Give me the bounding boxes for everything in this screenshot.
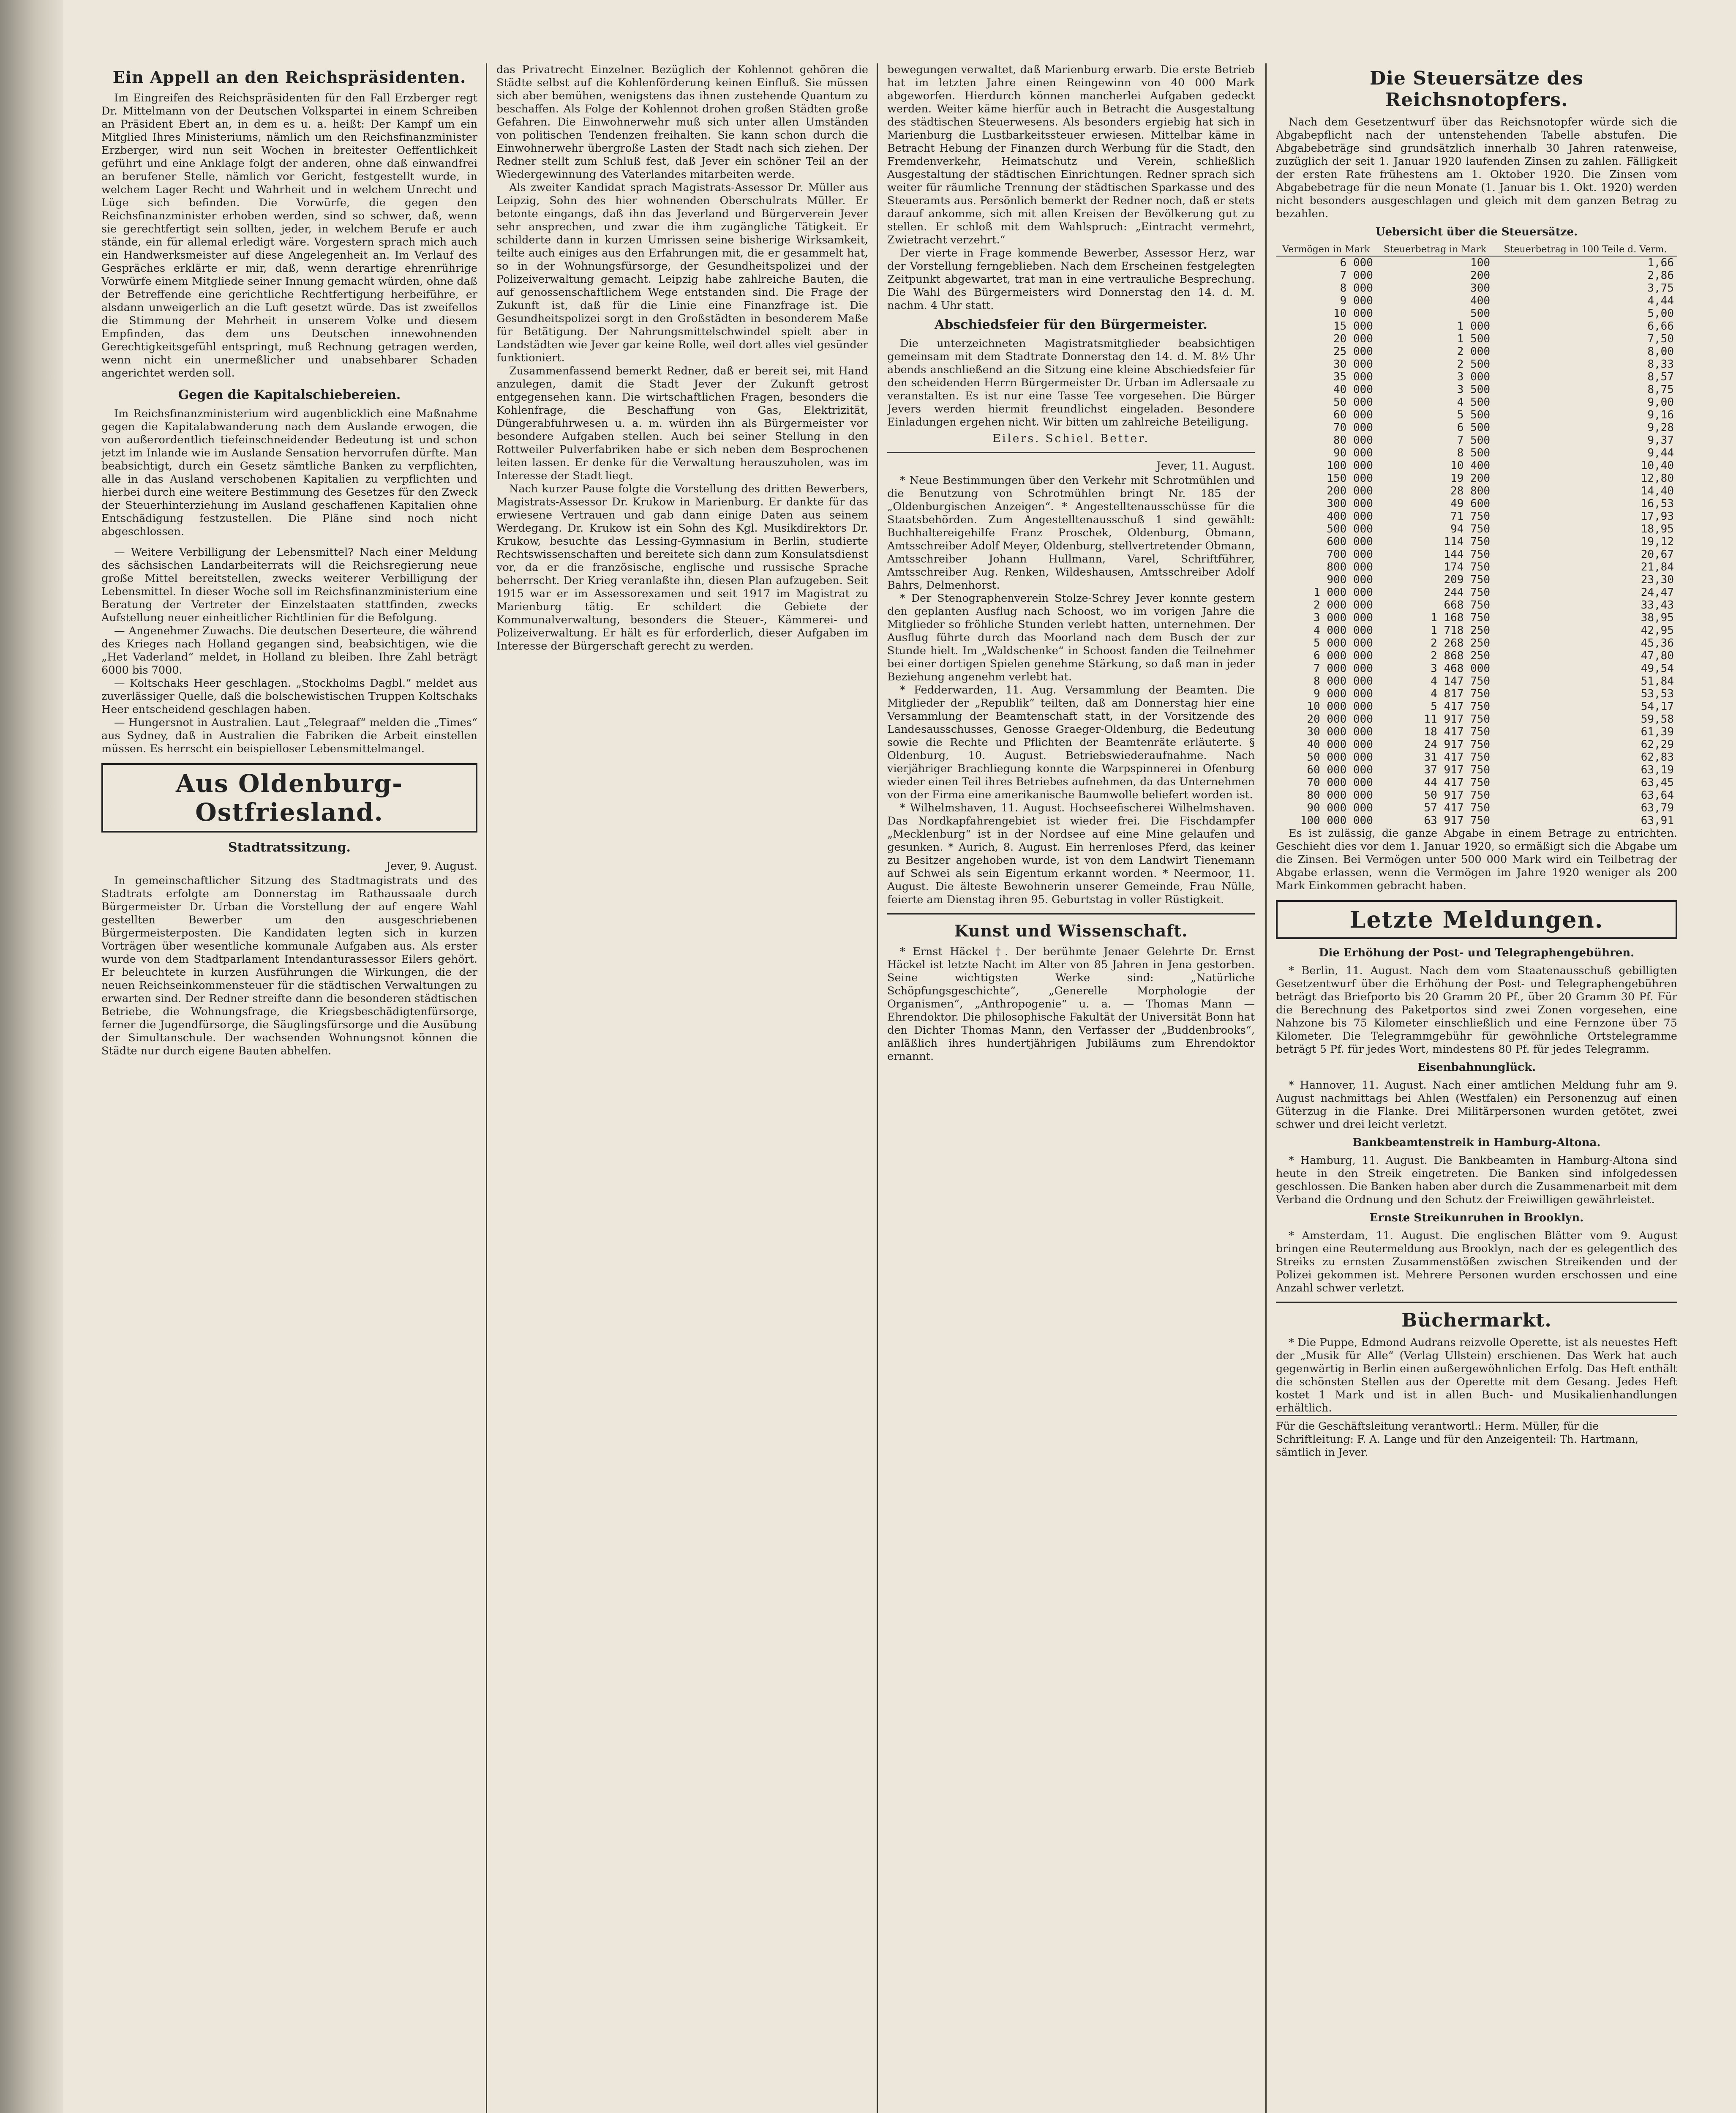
table-row: [1276, 510, 1677, 523]
article-title: Bankbeamtenstreik in Hamburg-Altona.: [1352, 1136, 1601, 1149]
table-cell: 10 400: [1450, 459, 1491, 472]
table-cell: 4 817 750: [1431, 688, 1491, 700]
table-row: [1276, 421, 1677, 434]
table-row: [1276, 776, 1677, 789]
table-cell: 24 917 750: [1424, 738, 1491, 751]
table-cell: 400: [1470, 295, 1491, 307]
table-row: [1276, 282, 1677, 295]
news-item: — Weitere Verbilligung der Lebensmittel? Nach einer Meldung des sächsischen Landarbeiterrats will die Reichsregierung neue große Mittel bereitstellen, zwecks weiterer Verbilligung der Lebensmittel. In dieser Woche soll im Reichsfinanzministerium eine Beratung der Vertreter der Einzelstaaten stattfinden, zwecks Aufstellung neuer einheitlicher Richtlinien für die Befolgung.: [101, 546, 477, 624]
column-2: [496, 63, 868, 2113]
table-cell: 15 000: [1333, 320, 1373, 333]
column-4: [1276, 63, 1677, 2113]
table-cell: 7 500: [1457, 434, 1491, 447]
table-cell: 5,00: [1647, 307, 1674, 320]
column-1: [101, 63, 477, 2113]
table-row: [1276, 662, 1677, 675]
article-body: Nach kurzer Pause folgte die Vorstellung des dritten Bewerbers, Magistrats-Assessor Dr. Krukow in Marienburg. Er dankte für das erwiesene Vertrauen und gab dann einige Daten aus seinem Werdegang. Dr. Krukow ist ein Sohn des Kgl. Musikdirektors Dr. Krukow, besuchte das Lessing-Gymnasium in Berlin, studierte Rechtswissenschaften und bereitete sich dann zum Konsulatsdienst vor, da er die französische, englische und russische Sprache beherrscht. Der Krieg veranlaßte ihn, diesen Plan aufzugeben. Seit 1915 war er im Assessorexamen und seit 1917 im Magistrat zu Marienburg tätig. Er schildert die Gebiete der Kommunalverwaltung, besonders die Steuer-, Kämmerei- und Polizeiverwaltung. Er hält es für erforderlich, dieser Aufgaben im Interesse der Bürgerschaft gerecht zu werden.: [496, 483, 868, 652]
table-cell: 7,50: [1647, 333, 1674, 345]
table-cell: 50 917 750: [1424, 789, 1491, 802]
table-cell: 53,53: [1641, 688, 1674, 700]
table-cell: 2 268 250: [1431, 637, 1491, 650]
table-row: [1276, 561, 1677, 573]
table-cell: 49,54: [1641, 662, 1674, 675]
table-row: [1276, 814, 1677, 827]
table-cell: 70 000: [1333, 421, 1373, 434]
table-row: [1276, 523, 1677, 535]
article-stadtratssitzung: [101, 840, 477, 1058]
table-cell: 3,75: [1647, 282, 1674, 295]
table-cell: 25 000: [1333, 345, 1373, 358]
table-cell: 45,36: [1641, 637, 1674, 650]
table-row: [1276, 307, 1677, 320]
table-row: [1276, 802, 1677, 814]
table-cell: 50 000: [1333, 396, 1373, 409]
table-cell: 1 718 250: [1431, 624, 1491, 637]
table-cell: 57 417 750: [1424, 802, 1491, 814]
table-row: [1276, 637, 1677, 650]
table-row: [1276, 713, 1677, 726]
table-row: [1276, 700, 1677, 713]
table-cell: 37 917 750: [1424, 764, 1491, 776]
table-cell: 60 000 000: [1307, 764, 1373, 776]
table-cell: 3 500: [1457, 383, 1491, 396]
table-cell: 244 750: [1444, 586, 1491, 599]
table-cell: 8,33: [1647, 358, 1674, 371]
table-cell: 19 200: [1450, 472, 1491, 485]
section-header-box: [1276, 900, 1677, 939]
table-cell: 2,86: [1647, 269, 1674, 282]
table-cell: 62,83: [1641, 751, 1674, 764]
table-row: [1276, 612, 1677, 624]
table-cell: 500: [1470, 307, 1491, 320]
table-row: [1276, 434, 1677, 447]
table-cell: 62,29: [1641, 738, 1674, 751]
column-rule: [486, 63, 487, 2113]
article-body: Es ist zulässig, die ganze Abgabe in einem Betrage zu entrichten. Geschieht dies vor dem 1. Januar 1920, so ermäßigt sich die Abgabe um die Zinsen. Bei Vermögen unter 500 000 Mark wird ein Teilbetrag der Abgabe erlassen, wenn die Vermögen im Jahre 1920 weniger als 200 Mark Einkommen gebracht haben.: [1276, 827, 1677, 892]
table-cell: 71 750: [1450, 510, 1491, 523]
table-row: [1276, 447, 1677, 459]
table-cell: 7 000: [1340, 269, 1373, 282]
section-title: Letzte Meldungen.: [1349, 906, 1604, 933]
table-row: [1276, 269, 1677, 282]
table-cell: 3 468 000: [1431, 662, 1491, 675]
news-item: * Der Stenographenverein Stolze-Schrey Jever konnte gestern den geplanten Ausflug nach Schoost, wo im vorigen Jahre die Mitglieder so fröhliche Stunden verlebt hatten, unternehmen. Der Ausflug führte durch das Moorland nach dem Busch der zur Stunde hielt. Im „Waldschenke“ in Schoost fanden die Teilnehmer bei einer dortigen Spielen genehme Stärkung, so daß man in jeder Beziehung angenehm verlebt hat.: [887, 592, 1255, 683]
table-cell: 63,79: [1641, 802, 1674, 814]
table-cell: 50 000 000: [1307, 751, 1373, 764]
table-row: [1276, 751, 1677, 764]
table-row: [1276, 573, 1677, 586]
section-title: Kunst und Wissenschaft.: [954, 921, 1188, 940]
table-cell: 5 417 750: [1431, 700, 1491, 713]
table-cell: 6 000 000: [1314, 650, 1373, 662]
table-cell: 9,00: [1647, 396, 1674, 409]
table-row: [1276, 383, 1677, 396]
table-cell: 18,95: [1641, 523, 1674, 535]
table-row: [1276, 472, 1677, 485]
article-body: Nach dem Gesetzentwurf über das Reichsnotopfer würde sich die Abgabepflicht nach der untenstehenden Tabelle abstufen. Die Abgabebeträge sind grundsätzlich innerhalb 30 Jahren ratenweise, zuzüglich der seit 1. Januar 1920 laufenden Zinsen zu zahlen. Fälligkeit der ersten Rate frühestens am 1. Oktober 1920. Die Zinsen vom Abgabebetrage für die neun Monate (1. Januar bis 1. Okt. 1920) werden nicht besonders ausgeschlagen und gleich mit dem ganzen Betrag zu bezahlen.: [1276, 116, 1677, 220]
article-title: Die Erhöhung der Post- und Telegraphengebühren.: [1319, 947, 1635, 959]
table-row: [1276, 624, 1677, 637]
table-cell: 200: [1470, 269, 1491, 282]
table-row: [1276, 586, 1677, 599]
table-row: [1276, 320, 1677, 333]
table-cell: 61,39: [1641, 726, 1674, 738]
table-cell: 44 417 750: [1424, 776, 1491, 789]
imprint: Für die Geschäftsleitung verantwortl.: Herm. Müller, für die Schriftleitung: F. A. Lange und für den Anzeigenteil: Th. Hartmann, sämtlich in Jever.: [1276, 1415, 1677, 1459]
news-item: * Hamburg, 11. August. Die Bankbeamten in Hamburg-Altona sind heute in den Streik eingetreten. Die Banken sind infolgedessen geschlossen. Die Banken haben aber durch die Zusammenarbeit mit dem Verband die Ordnung und den Schutz der Freiwilligen gewährleistet.: [1276, 1154, 1677, 1206]
signatories: Eilers. Schiel. Better.: [992, 432, 1150, 445]
table-cell: 49 600: [1450, 497, 1491, 510]
article-appell: [101, 68, 477, 380]
divider: [887, 452, 1255, 453]
table-cell: 23,30: [1641, 573, 1674, 586]
table-cell: 100 000 000: [1300, 814, 1373, 827]
article-body: Im Reichsfinanzministerium wird augenblicklich eine Maßnahme gegen die Kapitalabwanderung nach dem Auslande erwogen, die von außerordentlich tiefeinschneidender Bedeutung ist und schon jetzt im Inlande wie im Auslande Sensation hervorrufen dürfte. Man beabsichtigt, durch ein Gesetz sämtliche Banken zu verpflichten, alle in das Ausland verschobenen Kapitalien zu verpflichten und hierbei durch eine weitere Bestimmung des Gesetzes für den Zweck der Steuerhinterziehung im Ausland geschaffenen Kapitalien ohne Entschädigung festzustellen. Die Pläne sind noch nicht abgeschlossen.: [101, 407, 477, 538]
news-item: * Amsterdam, 11. August. Die englischen Blätter vom 9. August bringen eine Reutermeldung aus Brooklyn, nach der es gelegentlich des Streiks zu ernsten Zusammenstößen zwischen Streikenden und der Polizei gekommen ist. Mehrere Personen wurden erschossen und eine Anzahl schwer verletzt.: [1276, 1229, 1677, 1294]
dateline: Jever, 9. August.: [386, 860, 477, 873]
table-row: [1276, 726, 1677, 738]
table-cell: 300: [1470, 282, 1491, 295]
table-cell: 38,95: [1641, 612, 1674, 624]
table-cell: 114 750: [1444, 535, 1491, 548]
table-cell: 1 168 750: [1431, 612, 1491, 624]
table-cell: 9,16: [1647, 409, 1674, 421]
table-cell: 3 000: [1457, 371, 1491, 383]
table-row: [1276, 459, 1677, 472]
table-row: [1276, 650, 1677, 662]
table-cell: 90 000: [1333, 447, 1373, 459]
table-cell: 900 000: [1327, 573, 1373, 586]
table-cell: 144 750: [1444, 548, 1491, 561]
table-cell: 54,17: [1641, 700, 1674, 713]
article-title: Eisenbahnunglück.: [1417, 1061, 1536, 1074]
table-cell: 60 000: [1333, 409, 1373, 421]
article-title: Ein Appell an den Reichspräsidenten.: [112, 68, 466, 87]
table-cell: 150 000: [1327, 472, 1373, 485]
table-cell: 63 917 750: [1424, 814, 1491, 827]
table-cell: 2 000: [1457, 345, 1491, 358]
table-cell: 1,66: [1647, 257, 1674, 269]
news-item: — Angenehmer Zuwachs. Die deutschen Deserteure, die während des Krieges nach Holland gegangen sind, beabsichtigen, wie die „Het Vaderland“ meldet, in Holland zu bleiben. Ihre Zahl beträgt 6000 bis 7000.: [101, 625, 477, 677]
table-cell: 100: [1470, 257, 1491, 269]
table-row: [1276, 535, 1677, 548]
table-cell: 4 147 750: [1431, 675, 1491, 688]
column-3: [887, 63, 1255, 2113]
table-cell: 1 500: [1457, 333, 1491, 345]
table-cell: 30 000 000: [1307, 726, 1373, 738]
table-cell: 8,00: [1647, 345, 1674, 358]
table-cell: 18 417 750: [1424, 726, 1491, 738]
table-cell: 10 000: [1333, 307, 1373, 320]
table-cell: 300 000: [1327, 497, 1373, 510]
table-cell: 80 000 000: [1307, 789, 1373, 802]
article-body: Zusammenfassend bemerkt Redner, daß er bereit sei, mit Hand anzulegen, damit die Stadt Jever der Zukunft getrost entgegensehen kann. Die wirtschaftlichen Fragen, besonders die Kohlenfrage, die Beschaffung von Gas, Elektrizität, Düngerabfuhrwesen u. a. m. würden ihn als Bürgermeister vor besondere Aufgaben stellen. Auch bei seiner Stellung in den Rottweiler Pulverfabriken habe er sich neben dem Besprochenen leiten lassen. Er denke für die Verwaltung herauszuholen, was im Interesse der Stadt liegt.: [496, 365, 868, 482]
divider: [887, 913, 1255, 915]
table-header: Steuerbetrag in 100 Teile d. Verm.: [1493, 243, 1677, 256]
table-row: [1276, 688, 1677, 700]
table-cell: 20 000: [1333, 333, 1373, 345]
table-cell: 20 000 000: [1307, 713, 1373, 726]
table-cell: 59,58: [1641, 713, 1674, 726]
table-row: [1276, 371, 1677, 383]
article-body: Als zweiter Kandidat sprach Magistrats-Assessor Dr. Müller aus Leipzig, Sohn des hier wohnenden Oberschulrats Müller. Er betonte eingangs, daß ihn das Jeverland und Bürgerverein Jever sehr ansprechen, und zwar die ihm zugängliche Tätigkeit. Er schilderte dann in kurzen Umrissen seine bisherige Wirksamkeit, teilte auch einiges aus den Erfahrungen mit, die er gesammelt hat, so in der Wohnungsfürsorge, der Gesundheitspolizei und der Polizeiverwaltung gemacht. Leipzig habe zahlreiche Bauten, die auf genossenschaftlichem Wege entstanden sind. Die Frage der Zukunft ist, daß für die Linie eine Finanzfrage ist. Die Gesundheitspolizei sorgt in den Großstädten in besonderem Maße für Betätigung. Der Nahrungsmittelschwindel spielt aber in Landstädten wie Jever gar keine Rolle, weil dort alles viel gesünder funktioniert.: [496, 181, 868, 364]
article-body: * Ernst Häckel †. Der berühmte Jenaer Gelehrte Dr. Ernst Häckel ist letzte Nacht im Alter von 85 Jahren in Jena gestorben. Seine wichtigsten Werke sind: „Natürliche Schöpfungsgeschichte“, „Generelle Morphologie der Organismen“, „Anthropogenie“ u. a. — Thomas Mann — Ehrendoktor. Die philosophische Fakultät der Universität Bonn hat den Dichter Thomas Mann, den Verfasser der „Buddenbrooks“, anläßlich ihres hundertjährigen Jubiläums zum Ehrendoktor ernannt.: [887, 945, 1255, 1063]
table-cell: 5 500: [1457, 409, 1491, 421]
table-cell: 6,66: [1647, 320, 1674, 333]
table-cell: 9 000 000: [1314, 688, 1373, 700]
table-row: [1276, 345, 1677, 358]
table-cell: 28 800: [1450, 485, 1491, 497]
news-item: * Wilhelmshaven, 11. August. Hochseefischerei Wilhelmshaven. Das Nordkapfahrengebiet ist wieder frei. Die Fischdampfer „Mecklenburg“ ist in der Nordsee auf eine Mine gelaufen und gesunken. * Aurich, 8. August. Ein herrenloses Pferd, das keiner zu Besitzer angehoben wurde, ist von dem Landwirt Tienemann auf Schwei als sein Eigentum erkannt worden. * Neermoor, 11. August. Die älteste Bewohnerin unserer Gemeinde, Frau Nülle, feierte am Dienstag ihren 95. Geburtstag in voller Rüstigkeit.: [887, 802, 1255, 906]
table-cell: 600 000: [1327, 535, 1373, 548]
binding-gutter: [0, 0, 63, 2113]
table-cell: 1 000 000: [1314, 586, 1373, 599]
table-header: Vermögen in Mark: [1276, 243, 1376, 256]
table-cell: 174 750: [1444, 561, 1491, 573]
article-body: das Privatrecht Einzelner. Bezüglich der Kohlennot gehören die Städte selbst auf die Kohlenförderung keinen Einfluß. Sie müssen sich aber bemühen, wenigstens das ihnen zustehende Quantum zu beschaffen. Als Folge der Kohlennot drohen großen Städten große Gefahren. Die Einwohnerwehr muß sich unter allen Umständen von politischen Tendenzen freihalten. Sie kann schon durch die Einwohnerwehr übergroße Lasten der Stadt nach sich ziehen. Der Redner stellt zum Schluß fest, daß Jever ein schöner Teil an der Wiedergewinnung des Vaterlandes mitarbeiten werde.: [496, 63, 868, 181]
table-header: Steuerbetrag in Mark: [1376, 243, 1493, 256]
section-header-box: [101, 763, 477, 833]
table-cell: 63,45: [1641, 776, 1674, 789]
table-cell: 4,44: [1647, 295, 1674, 307]
column-rule: [1265, 63, 1267, 2113]
table-cell: 21,84: [1641, 561, 1674, 573]
divider: [1276, 1302, 1677, 1303]
table-header-row: [1276, 243, 1677, 256]
table-cell: 8,75: [1647, 383, 1674, 396]
table-cell: 17,93: [1641, 510, 1674, 523]
table-cell: 35 000: [1333, 371, 1373, 383]
article-body: * Die Puppe, Edmond Audrans reizvolle Operette, ist als neuestes Heft der „Musik für Alle“ (Verlag Ullstein) erschienen. Das Werk hat auch gegenwärtig in Berlin einen außergewöhnlichen Erfolg. Das Heft enthält die schönsten Stellen aus der Operette mit dem Gesang. Jedes Heft kostet 1 Mark und ist in allen Buch- und Musikalienhandlungen erhältlich.: [1276, 1336, 1677, 1414]
table-cell: 33,43: [1641, 599, 1674, 612]
dateline: Jever, 11. August.: [1156, 460, 1255, 472]
article-kapitalschiebung: [101, 388, 477, 538]
table-title: Uebersicht über die Steuersätze.: [1375, 226, 1578, 238]
table-cell: 47,80: [1641, 650, 1674, 662]
table-cell: 11 917 750: [1424, 713, 1491, 726]
table-row: [1276, 409, 1677, 421]
table-cell: 10 000 000: [1307, 700, 1373, 713]
table-cell: 8 000 000: [1314, 675, 1373, 688]
article-title: Abschiedsfeier für den Bürgermeister.: [935, 317, 1207, 332]
article-body: bewegungen verwaltet, daß Marienburg erwarb. Die erste Betrieb hat im letzten Jahre einen Reingewinn von 40 000 Mark abgeworfen. Hierdurch können mancherlei Aufgaben gedeckt werden. Weiter käme hierfür auch in Betracht die Ausgestaltung des städtischen Steuerwesens. Als besonders ergiebig hat sich in Marienburg die Lustbarkeitssteuer erwiesen. Mittelbar käme in Betracht Hebung der Finanzen durch Werbung für die Stadt, den Fremdenverkehr, Heimatschutz und Verein, schließlich Ausgestaltung der städtischen Einrichtungen. Redner sprach sich weiter für räumliche Trennung der städtischen Sparkasse und des Steueramts aus. Persönlich bemerkt der Redner noch, daß er stets darauf ankomme, sich mit allen Kreisen der Bevölkerung gut zu stellen. Er schloß mit dem Wahlspruch: „Eintracht vermehrt, Zwietracht verzehrt.“: [887, 63, 1255, 246]
table-cell: 2 500: [1457, 358, 1491, 371]
table-cell: 80 000: [1333, 434, 1373, 447]
table-cell: 40 000 000: [1307, 738, 1373, 751]
table-cell: 63,64: [1641, 789, 1674, 802]
table-row: [1276, 358, 1677, 371]
table-row: [1276, 548, 1677, 561]
table-cell: 31 417 750: [1424, 751, 1491, 764]
table-row: [1276, 738, 1677, 751]
table-cell: 51,84: [1641, 675, 1674, 688]
table-cell: 2 000 000: [1314, 599, 1373, 612]
table-cell: 24,47: [1641, 586, 1674, 599]
table-row: [1276, 256, 1677, 269]
table-cell: 10,40: [1641, 459, 1674, 472]
table-cell: 5 000 000: [1314, 637, 1373, 650]
article-title: Die Steuersätze des Reichsnotopfers.: [1370, 68, 1583, 111]
article-title: Gegen die Kapitalschiebereien.: [178, 388, 401, 402]
table-cell: 9,28: [1647, 421, 1674, 434]
table-cell: 700 000: [1327, 548, 1373, 561]
table-cell: 6 000: [1340, 257, 1373, 269]
table-cell: 4 000 000: [1314, 624, 1373, 637]
news-item: * Hannover, 11. August. Nach einer amtlichen Meldung fuhr am 9. August nachmittags bei Ahlen (Westfalen) ein Personenzug auf einen Güterzug in die Flanke. Drei Militärpersonen wurden getötet, zwei schwer und drei leicht verletzt.: [1276, 1079, 1677, 1131]
table-cell: 7 000 000: [1314, 662, 1373, 675]
table-cell: 6 500: [1457, 421, 1491, 434]
section-title: Büchermarkt.: [1401, 1310, 1552, 1331]
table-cell: 668 750: [1444, 599, 1491, 612]
table-cell: 209 750: [1444, 573, 1491, 586]
article-body: Die unterzeichneten Magistratsmitglieder beabsichtigen gemeinsam mit dem Stadtrate Donnerstag den 14. d. M. 8½ Uhr abends anschließend an die Sitzung eine kleine Abschiedsfeier für den scheidenden Herrn Bürgermeister Dr. Urban im Adlersaale zu veranstalten. Es ist nur eine Tasse Tee vorgesehen. Die Bürger Jevers werden hiermit freundlichst eingeladen. Besondere Einladungen ergehen nicht. Wir bitten um zahlreiche Beteiligung.: [887, 337, 1255, 429]
table-cell: 1 000: [1457, 320, 1491, 333]
table-row: [1276, 789, 1677, 802]
table-cell: 8,57: [1647, 371, 1674, 383]
table-cell: 70 000 000: [1307, 776, 1373, 789]
article-body: In gemeinschaftlicher Sitzung des Stadtmagistrats und des Stadtrats erfolgte am Donnerstag im Rathaussaale durch Bürgermeister Dr. Urban die Vorstellung der auf engere Wahl gestellten Bewerber um den ausgeschriebenen Bürgermeisterposten. Die Kandidaten legten sich in kurzen Vorträgen über wesentliche kommunale Aufgaben aus. Als erster wurde von dem Stadtparlament Intendanturassessor Eilers gehört. Er beleuchtete in kurzen Ausführungen die Wirkungen, die der neuen Reichseinkommensteuer für die städtischen Verwaltungen zu erwarten sind. Der Redner streifte dann die besonderen städtischen Betriebe, die Wohnungsfrage, die Kriegsbeschädigtenfürsorge, ferner die Jugendfürsorge, die Säuglingsfürsorge und die Ausübung der Simultanschule. Der wachsenden Wohnungsnot können die Städte nur durch eigene Bauten abhelfen.: [101, 874, 477, 1057]
column-rule: [877, 63, 878, 2113]
table-cell: 42,95: [1641, 624, 1674, 637]
table-cell: 40 000: [1333, 383, 1373, 396]
table-cell: 63,19: [1641, 764, 1674, 776]
news-item: * Neue Bestimmungen über den Verkehr mit Schrotmühlen und die Benutzung von Schrotmühlen bringt Nr. 185 der „Oldenburgischen Anzeigen“. * Angestelltenausschüsse für die Staatsbehörden. Zum Angestelltenausschuß 1 sind gewählt: Buchhaltereigehilfe Franz Proschek, Oldenburg, Obmann, Amtsschreiber Adolf Meyer, Oldenburg, stellvertretender Obmann, Amtsschreiber Johann Hullmann, Varel, Schriftführer, Amtsschreiber Aug. Renken, Wildeshausen, Amtsschreiber Adolf Bahrs, Delmenhorst.: [887, 474, 1255, 592]
table-row: [1276, 599, 1677, 612]
table-row: [1276, 333, 1677, 345]
table-cell: 12,80: [1641, 472, 1674, 485]
table-cell: 30 000: [1333, 358, 1373, 371]
table-row: [1276, 764, 1677, 776]
table-cell: 19,12: [1641, 535, 1674, 548]
table-row: [1276, 396, 1677, 409]
table-cell: 4 500: [1457, 396, 1491, 409]
news-item: — Koltschaks Heer geschlagen. „Stockholms Dagbl.“ meldet aus zuverlässiger Quelle, daß die bolschewistischen Truppen Koltschaks Heer entscheidend geschlagen haben.: [101, 677, 477, 716]
table-cell: 500 000: [1327, 523, 1373, 535]
table-cell: 200 000: [1327, 485, 1373, 497]
news-item: — Hungersnot in Australien. Laut „Telegraaf“ melden die „Times“ aus Sydney, daß in Australien die Fabriken die Arbeit einstellen müssen. Es herrscht ein beispielloser Lebensmittelmangel.: [101, 716, 477, 755]
table-row: [1276, 485, 1677, 497]
table-cell: 9,44: [1647, 447, 1674, 459]
table-cell: 16,53: [1641, 497, 1674, 510]
table-row: [1276, 675, 1677, 688]
table-cell: 3 000 000: [1314, 612, 1373, 624]
table-cell: 2 868 250: [1431, 650, 1491, 662]
table-cell: 9,37: [1647, 434, 1674, 447]
table-row: [1276, 497, 1677, 510]
table-cell: 94 750: [1450, 523, 1491, 535]
section-title: Aus Oldenburg-Ostfriesland.: [175, 769, 403, 827]
table-cell: 800 000: [1327, 561, 1373, 573]
table-cell: 8 500: [1457, 447, 1491, 459]
table-row: [1276, 295, 1677, 307]
table-cell: 20,67: [1641, 548, 1674, 561]
table-cell: 8 000: [1340, 282, 1373, 295]
table-cell: 90 000 000: [1307, 802, 1373, 814]
table-cell: 9 000: [1340, 295, 1373, 307]
news-item: * Fedderwarden, 11. Aug. Versammlung der Beamten. Die Mitglieder der „Republik“ teilten, daß am Donnerstag hier eine Versammlung der Beamtenschaft statt, in der Vorsitzende des Landesausschusses, Genosse Graeger-Oldenburg, die Bedeutung sowie die Rechte und Pflichten der Beamtenräte erläuterte. § Oldenburg, 10. August. Betriebswiederaufnahme. Nach vierjähriger Brachliegung konnte die Warpspinnerei in Ofenburg wieder einen Teil ihres Betriebes aufnehmen, da das Unternehmen von der Firma eine amerikanische Baumwolle beliefert worden ist.: [887, 684, 1255, 801]
article-title: Stadtratssitzung.: [228, 840, 351, 855]
tax-table: [1276, 243, 1677, 827]
news-item: * Berlin, 11. August. Nach dem vom Staatenausschuß gebilligten Gesetzentwurf über die Erhöhung der Post- und Telegraphengebühren beträgt das Briefporto bis 20 Gramm 20 Pf., über 20 Gramm 30 Pf. Für die Berechnung des Paketportos sind zwei Zonen vorgesehen, eine Nahzone bis 75 Kilometer einschließlich und eine Fernzone über 75 Kilometer. Die Telegrammgebühr für gewöhnliche Ortstelegramme beträgt 5 Pf. für jedes Wort, mindestens 80 Pf. für jedes Telegramm.: [1276, 964, 1677, 1056]
article-body: Der vierte in Frage kommende Bewerber, Assessor Herz, war der Vorstellung ferngeblieben. Nach dem Erscheinen festgelegten Zeitpunkt abgewartet, trat man in eine vertrauliche Besprechung. Die Wahl des Bürgermeisters wird Donnerstag den 14. d. M. nachm. 4 Uhr statt.: [887, 247, 1255, 312]
table-cell: 100 000: [1327, 459, 1373, 472]
article-body: Im Eingreifen des Reichspräsidenten für den Fall Erzberger regt Dr. Mittelmann von der Deutschen Volkspartei in einem Schreiben an Präsident Ebert an, in dem es u. a. heißt: Der Kampf um ein Mitglied Ihres Ministeriums, nämlich um den Reichsfinanzminister Erzberger, wird nun seit Wochen in breitester Oeffentlichkeit geführt und eine Anklage folgt der anderen, ohne daß einwandfrei an berufener Stelle, nämlich vor Gericht, festgestellt wurde, in welchem Lager Recht und Wahrheit und in welchem Unrecht und Lüge sich befinden. Die Vorwürfe, die gegen den Reichsfinanzminister erhoben werden, sind so schwer, daß, wenn sie gerechtfertigt sein sollten, jeder, in welchem Berufe er auch stände, ein für allemal erledigt wäre. Vorgestern sprach mich auch ein Handwerksmeister auf diese Angelegenheit an. Im Verlauf des Gespräches erklärte er mir, daß, wenn derartige ehrenrührige Vorwürfe einem Mitgliede seiner Innung gemacht würden, ohne daß der Betreffende eine gerichtliche Rechtfertigung herbeiführe, er alsdann unweigerlich an die Luft gesetzt würde. Das ist zweifellos die Stimmung der Mehrheit in unserem Volke und diesem Empfinden, das dem uns Deutschen innewohnenden Gerechtigkeitsgefühl entspringt, muß Rechnung getragen werden, wenn nicht ein unermeßlicher und unabsehbarer Schaden angerichtet werden soll.: [101, 92, 477, 379]
tax-table-body: [1276, 256, 1677, 827]
table-cell: 63,91: [1641, 814, 1674, 827]
article-title: Ernste Streikunruhen in Brooklyn.: [1369, 1212, 1584, 1224]
table-cell: 400 000: [1327, 510, 1373, 523]
table-cell: 14,40: [1641, 485, 1674, 497]
